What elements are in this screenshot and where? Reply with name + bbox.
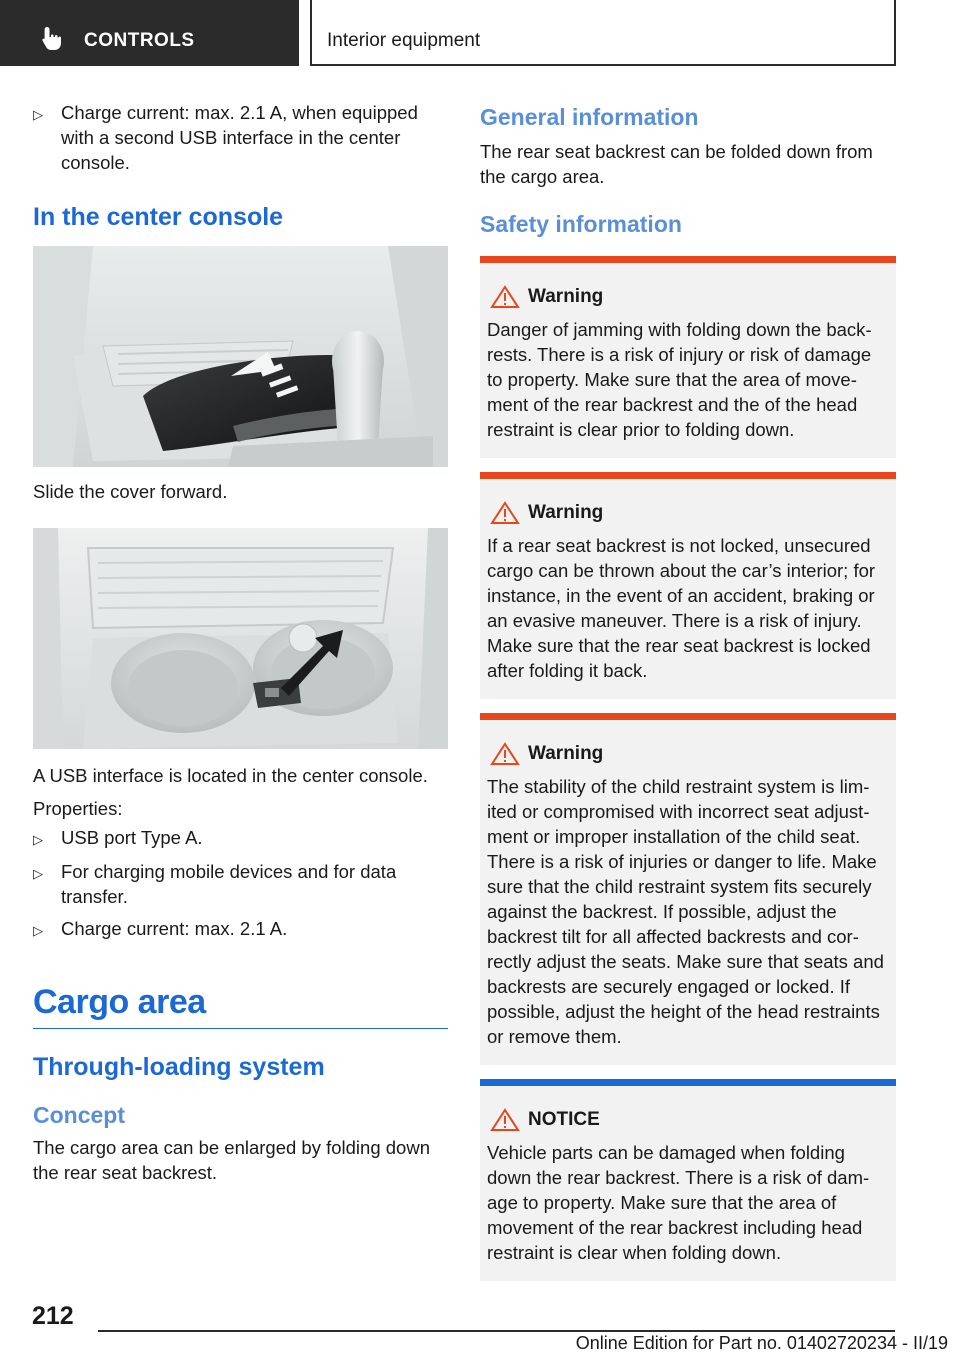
notice-title xyxy=(487,1108,890,1132)
list-item-text: USB port Type A. xyxy=(61,827,203,848)
notice-triangle-icon xyxy=(490,1108,520,1132)
warning-title-text: Warning xyxy=(528,286,604,307)
section-label: CONTROLS xyxy=(84,30,195,51)
section-heading-through-loading: Through-loading system xyxy=(33,1053,325,1081)
warning-box xyxy=(480,472,896,699)
chapter-header xyxy=(310,0,896,66)
list-item xyxy=(33,859,448,909)
triangle-bullet-icon: ▷ xyxy=(33,107,43,122)
left-column xyxy=(33,100,448,1193)
chapter-heading-cargo-area: Cargo area xyxy=(33,983,448,1029)
subheading-general-information: General information xyxy=(480,104,699,130)
list-item xyxy=(33,100,448,175)
edition-info: Online Edition for Part no. 01402720234 - II/19 xyxy=(575,1333,948,1353)
subheading-concept: Concept xyxy=(33,1102,125,1128)
section-heading-center-console: In the center console xyxy=(33,203,284,231)
warning-title-text: Warning xyxy=(528,743,604,764)
photo-usb-interface xyxy=(33,528,448,749)
warning-triangle-icon xyxy=(490,742,520,766)
warning-title xyxy=(487,501,890,525)
warning-title xyxy=(487,742,890,766)
concept-text: The cargo area can be enlarged by folding down the rear seat backrest. xyxy=(33,1137,430,1183)
list-item xyxy=(33,825,448,852)
warning-triangle-icon xyxy=(490,285,520,309)
warning-box xyxy=(480,713,896,1065)
triangle-bullet-icon: ▷ xyxy=(33,866,43,881)
console-cover-illustration xyxy=(33,246,448,467)
list-item xyxy=(33,916,448,943)
general-information-text: The rear seat backrest can be folded down from the cargo area. xyxy=(480,141,873,187)
warning-box xyxy=(480,256,896,458)
list-item-text: Charge current: max. 2.1 A, when equipped with a second USB interface in the center console. xyxy=(61,102,418,173)
notice-text: Vehicle parts can be damaged when folding down the rear backrest. There is a risk of damage to property. Make sure that the area of movement of the rear backrest including head restraint is clear when folding down. xyxy=(487,1142,870,1263)
usb-interface-illustration xyxy=(33,528,448,749)
subheading-safety-information: Safety information xyxy=(480,211,682,237)
triangle-bullet-icon: ▷ xyxy=(33,923,43,938)
notice-title-text: NOTICE xyxy=(528,1109,600,1130)
warning-title xyxy=(487,285,890,309)
page-number: 212 xyxy=(32,1302,74,1330)
notice-box xyxy=(480,1079,896,1281)
properties-label: Properties: xyxy=(33,798,123,819)
warning-title-text: Warning xyxy=(528,502,604,523)
list-item-text: For charging mobile devices and for data transfer. xyxy=(61,861,397,907)
hand-pointer-icon xyxy=(38,24,66,52)
caption-slide-cover: Slide the cover forward. xyxy=(33,481,228,502)
warning-text: If a rear seat backrest is not locked, unsecured cargo can be thrown about the car’s interior; for instance, in the event of an accident, braking or an evasive maneuver. There is a risk of injury. Make sure that the rear seat backrest is locked after folding it back. xyxy=(487,535,876,681)
warning-text: Danger of jamming with folding down the backrests. There is a risk of injury or risk of damage to property. Make sure that the area of movement of the rear backrest and the of the head restraint is clear prior to folding down. xyxy=(487,319,872,440)
warning-triangle-icon xyxy=(490,501,520,525)
triangle-bullet-icon: ▷ xyxy=(33,832,43,847)
list-item-text: Charge current: max. 2.1 A. xyxy=(61,918,288,939)
right-column xyxy=(480,100,896,1295)
chapter-title: Interior equipment xyxy=(327,30,481,51)
section-tab xyxy=(0,0,299,66)
caption-usb-interface: A USB interface is located in the center console. xyxy=(33,765,428,786)
photo-slide-cover xyxy=(33,246,448,467)
footer-divider xyxy=(98,1330,895,1332)
warning-text: The stability of the child restraint system is limited or compromised with incorrect seat adjustment or improper installation of the child seat. There is a risk of injuries or danger to life. Make sure that the child restraint system fits securely against the backrest. If possible, adjust the backrest tilt for all affected backrests and correctly adjust the seats. Make sure that seats and backrests are securely engaged or locked. If possible, adjust the height of the head restraints or remove them. xyxy=(487,776,884,1047)
